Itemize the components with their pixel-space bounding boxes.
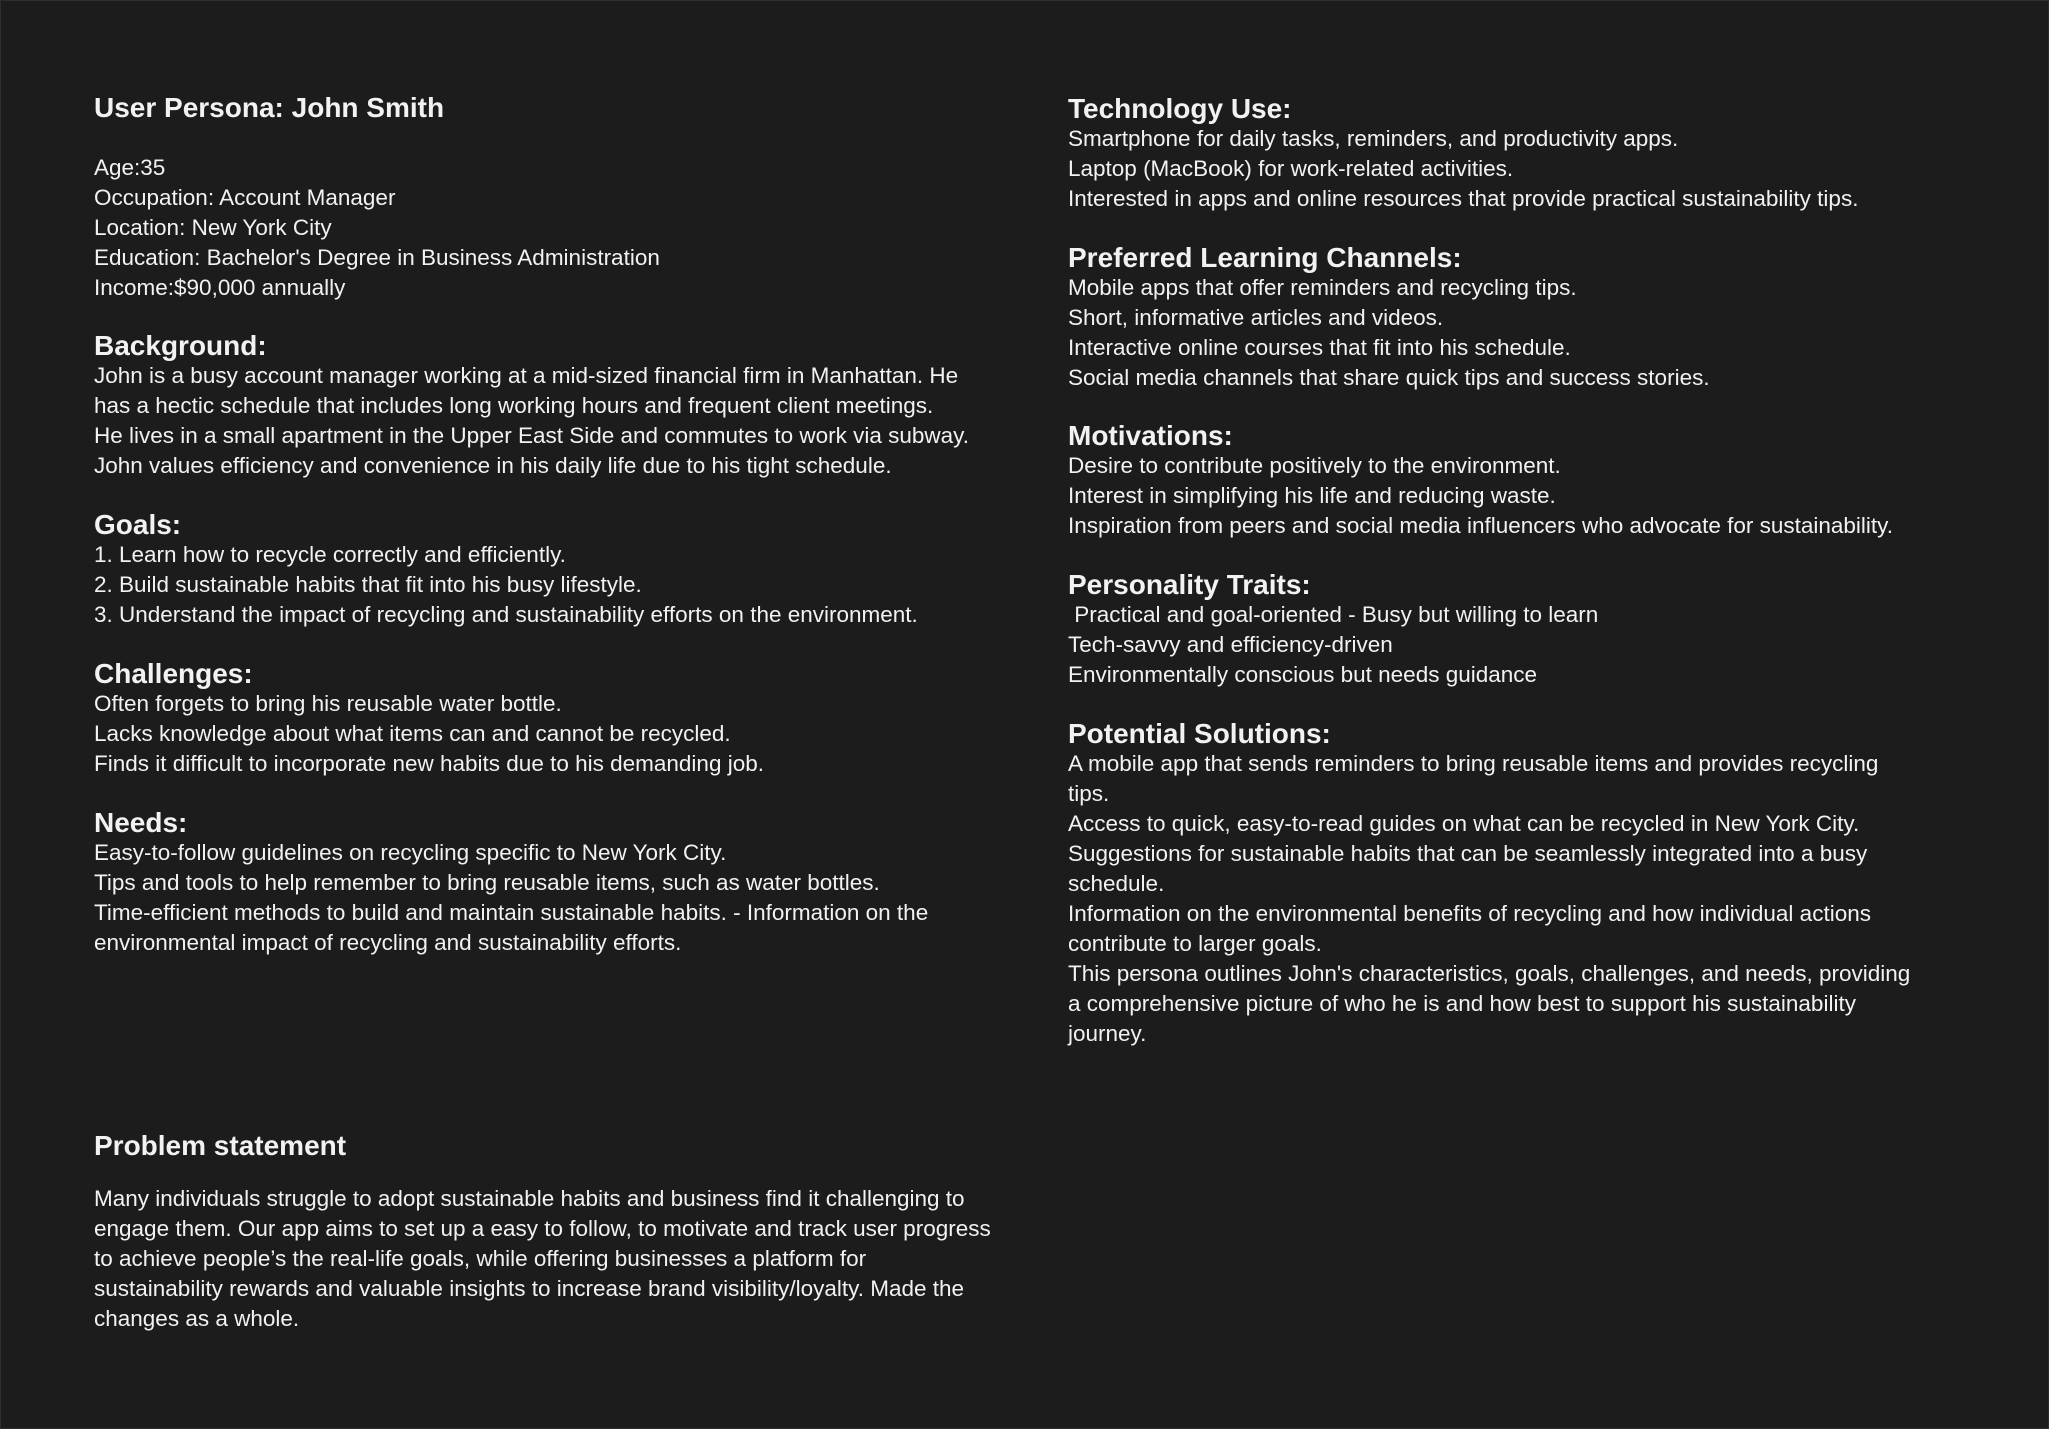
need-item: Easy-to-follow guidelines on recycling specific to New York City. [94, 840, 727, 865]
solution-line: Access to quick, easy-to-read guides on what can be recycled in New York City. [1068, 811, 1860, 836]
goals-heading: Goals: [94, 509, 182, 540]
need-item: environmental impact of recycling and sustainability efforts. [94, 930, 682, 955]
background-line: He lives in a small apartment in the Upper East Side and commutes to work via subway. [94, 423, 969, 448]
problem-line: to achieve people’s the real-life goals, while offering businesses a platform for [94, 1246, 867, 1271]
motivation-item: Inspiration from peers and social media influencers who advocate for sustainability. [1068, 513, 1894, 538]
challenge-item: Often forgets to bring his reusable water bottle. [94, 691, 562, 716]
solution-line: tips. [1068, 781, 1110, 806]
challenge-item: Finds it difficult to incorporate new habits due to his demanding job. [94, 751, 764, 776]
motivation-item: Interest in simplifying his life and reducing waste. [1068, 483, 1556, 508]
solution-line: schedule. [1068, 871, 1165, 896]
technology-item: Interested in apps and online resources that provide practical sustainability tips. [1068, 186, 1859, 211]
learning-item: Mobile apps that offer reminders and recycling tips. [1068, 275, 1577, 300]
background-line: John values efficiency and convenience in his daily life due to his tight schedule. [94, 453, 892, 478]
traits-heading: Personality Traits: [1068, 569, 1311, 600]
challenges-section [94, 659, 764, 779]
learning-item: Interactive online courses that fit into his schedule. [1068, 335, 1571, 360]
challenge-item: Lacks knowledge about what items can and cannot be recycled. [94, 721, 731, 746]
learning-item: Social media channels that share quick tips and success stories. [1068, 365, 1710, 390]
learning-item: Short, informative articles and videos. [1068, 305, 1444, 330]
motivations-heading: Motivations: [1068, 420, 1233, 451]
solution-line: This persona outlines John's characteristics, goals, challenges, and needs, providing [1068, 961, 1911, 986]
trait-item: Practical and goal-oriented - Busy but willing to learn [1068, 602, 1599, 627]
detail-income: Income:$90,000 annually [94, 275, 346, 300]
solution-line: contribute to larger goals. [1068, 931, 1322, 956]
solution-line: Information on the environmental benefits of recycling and how individual actions [1068, 901, 1871, 926]
persona-title: User Persona: John Smith [94, 92, 445, 123]
solution-line: Suggestions for sustainable habits that can be seamlessly integrated into a busy [1068, 841, 1868, 866]
goal-item: 3. Understand the impact of recycling and sustainability efforts on the environment. [94, 602, 918, 627]
technology-item: Laptop (MacBook) for work-related activities. [1068, 156, 1514, 181]
detail-education: Education: Bachelor's Degree in Business Administration [94, 245, 660, 270]
problem-line: changes as a whole. [94, 1306, 300, 1331]
background-section [94, 331, 969, 481]
goal-item: 2. Build sustainable habits that fit into his busy lifestyle. [94, 572, 642, 597]
need-item: Time-efficient methods to build and maintain sustainable habits. - Information on the [94, 900, 929, 925]
needs-section [94, 808, 928, 958]
problem-heading: Problem statement [94, 1130, 347, 1161]
background-line: has a hectic schedule that includes long working hours and frequent client meetings. [94, 393, 934, 418]
learning-section [1068, 243, 1710, 393]
traits-section [1068, 570, 1598, 690]
solutions-section [1068, 719, 1910, 1049]
problem-line: sustainability rewards and valuable insights to increase brand visibility/loyalty. Made the [94, 1276, 965, 1301]
challenges-heading: Challenges: [94, 658, 253, 689]
technology-section [1068, 94, 1858, 214]
detail-location: Location: New York City [94, 215, 332, 240]
goal-item: 1. Learn how to recycle correctly and efficiently. [94, 542, 566, 567]
detail-age: Age:35 [94, 155, 166, 180]
motivation-item: Desire to contribute positively to the environment. [1068, 453, 1561, 478]
problem-section [94, 1131, 991, 1334]
solution-line: A mobile app that sends reminders to bring reusable items and provides recycling [1068, 751, 1879, 776]
need-item: Tips and tools to help remember to bring reusable items, such as water bottles. [94, 870, 880, 895]
technology-heading: Technology Use: [1068, 93, 1292, 124]
solutions-heading: Potential Solutions: [1068, 718, 1331, 749]
trait-item: Tech-savvy and efficiency-driven [1068, 632, 1393, 657]
trait-item: Environmentally conscious but needs guidance [1068, 662, 1538, 687]
goals-section [94, 510, 918, 630]
persona-details [94, 153, 660, 303]
problem-line: engage them. Our app aims to set up a easy to follow, to motivate and track user progress [94, 1216, 991, 1241]
technology-item: Smartphone for daily tasks, reminders, and productivity apps. [1068, 126, 1679, 151]
solution-line: journey. [1068, 1021, 1147, 1046]
needs-heading: Needs: [94, 807, 188, 838]
motivations-section [1068, 421, 1893, 541]
background-heading: Background: [94, 330, 267, 361]
learning-heading: Preferred Learning Channels: [1068, 242, 1462, 273]
background-line: John is a busy account manager working at a mid-sized financial firm in Manhattan. He [94, 363, 959, 388]
solution-line: a comprehensive picture of who he is and how best to support his sustainability [1068, 991, 1856, 1016]
problem-line: Many individuals struggle to adopt sustainable habits and business find it challenging to [94, 1186, 965, 1211]
detail-occupation: Occupation: Account Manager [94, 185, 396, 210]
